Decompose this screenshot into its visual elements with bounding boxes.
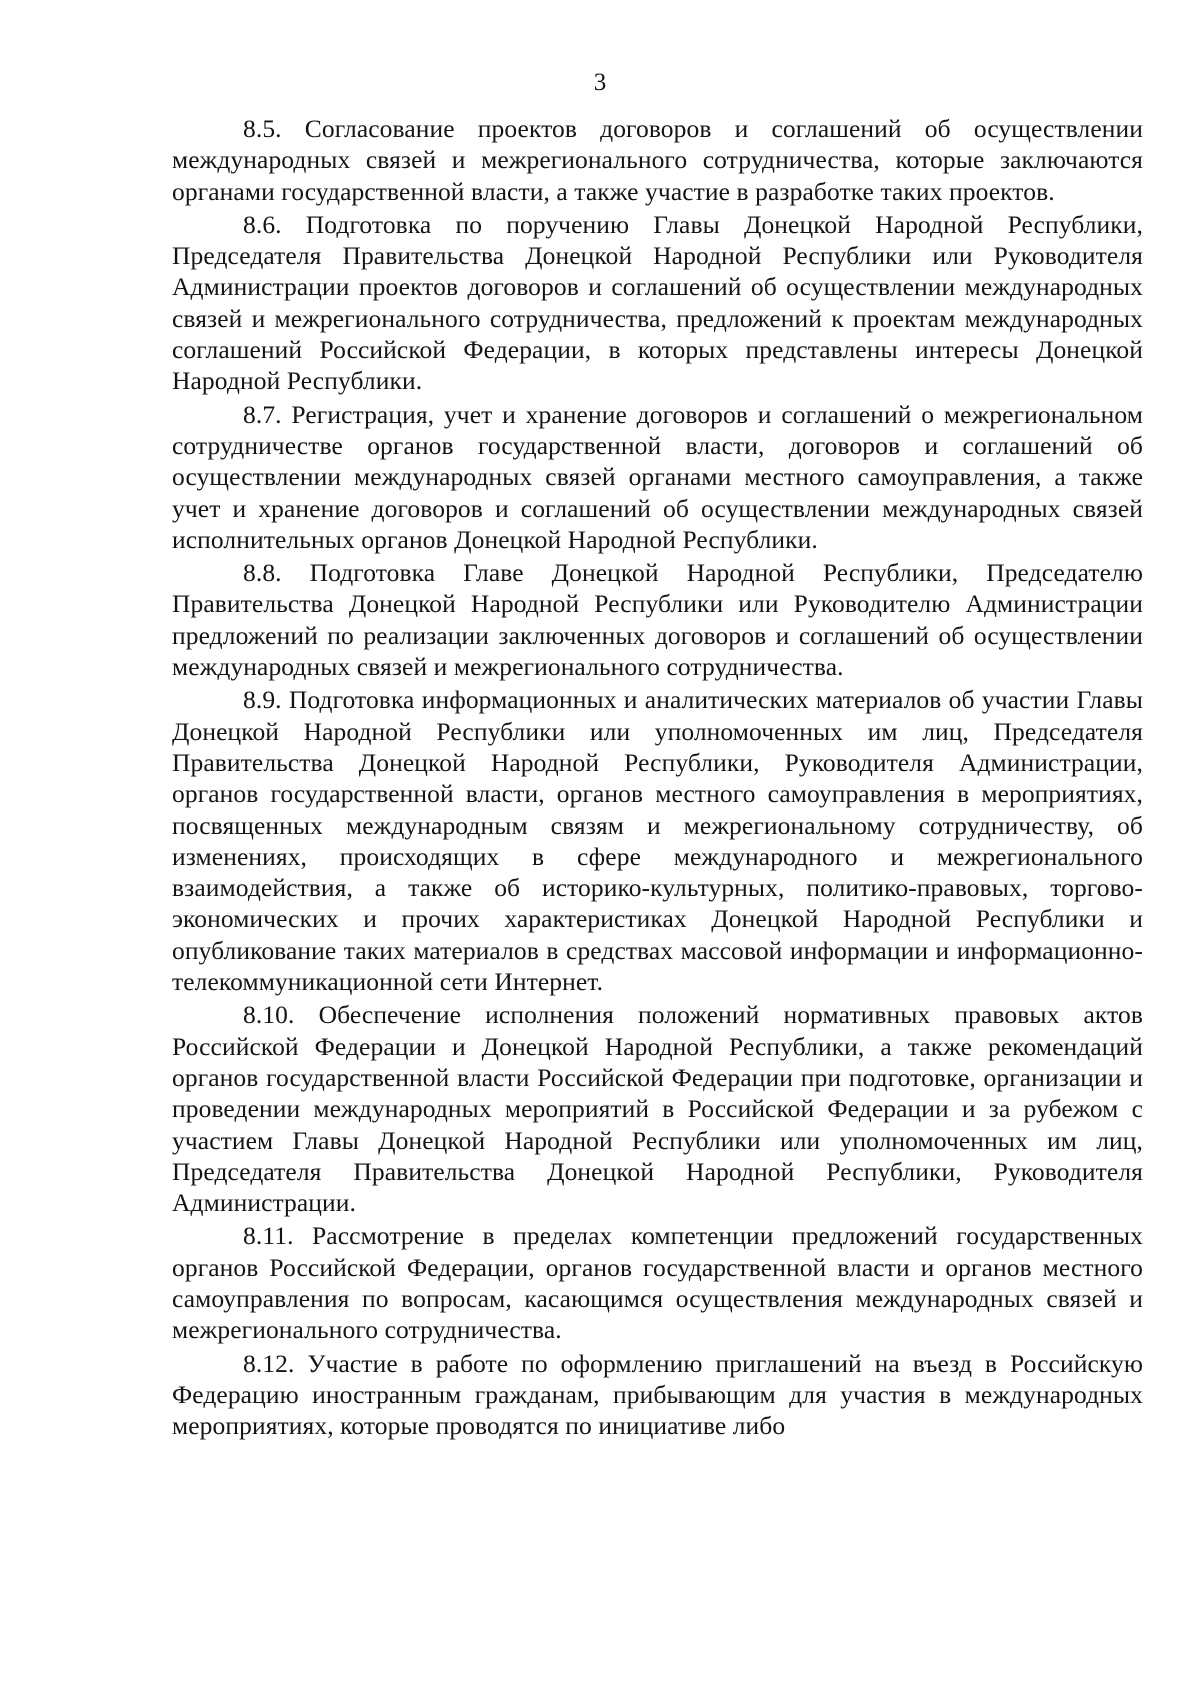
paragraph-8-12: 8.12. Участие в работе по оформлению приглашений на въезд в Российскую Федерацию иностранным гражданам, прибывающим для участия в международных мероприятиях, которые проводятся по инициативе либо	[172, 1348, 1143, 1441]
paragraph-8-7: 8.7. Регистрация, учет и хранение договоров и соглашений о межрегиональном сотрудничестве органов государственной власти, договоров и соглашений об осуществлении международных связей органами местного самоуправления, а также учет и хранение договоров и соглашений об осуществлении международных связей исполнительных органов Донецкой Народной Республики.	[172, 399, 1143, 554]
paragraph-8-6: 8.6. Подготовка по поручению Главы Донецкой Народной Республики, Председателя Правительства Донецкой Народной Республики или Руководителя Администрации проектов договоров и соглашений об осуществлении международных связей и межрегионального сотрудничества, предложений к проектам международных соглашений Российской Федерации, в которых представлены интересы Донецкой Народной Республики.	[172, 209, 1143, 396]
paragraph-8-9: 8.9. Подготовка информационных и аналитических материалов об участии Главы Донецкой Народной Республики или уполномоченных им лиц, Председателя Правительства Донецкой Народной Республики, Руководителя Администрации, органов государственной власти, органов местного самоуправления в мероприятиях, посвященных международным связям и межрегиональному сотрудничеству, об изменениях, происходящих в сфере международного и межрегионального взаимодействия, а также об историко-культурных, политико-правовых, торгово-экономических и прочих характеристиках Донецкой Народной Республики и опубликование таких материалов в средствах массовой информации и информационно-телекоммуникационной сети Интернет.	[172, 685, 1143, 997]
paragraph-8-8: 8.8. Подготовка Главе Донецкой Народной Республики, Председателю Правительства Донецкой Народной Республики или Руководителю Администрации предложений по реализации заключенных договоров и соглашений об осуществлении международных связей и межрегионального сотрудничества.	[172, 558, 1143, 682]
paragraph-8-11: 8.11. Рассмотрение в пределах компетенции предложений государственных органов Российской Федерации, органов государственной власти и органов местного самоуправления по вопросам, касающимся осуществления международных связей и межрегионального сотрудничества.	[172, 1221, 1143, 1345]
page-number: 3	[593, 69, 607, 96]
paragraph-8-5: 8.5. Согласование проектов договоров и соглашений об осуществлении международных связей и межрегионального сотрудничества, которые заключаются органами государственной власти, а также участие в разработке таких проектов.	[172, 114, 1143, 206]
document-body	[172, 113, 1143, 1441]
paragraph-8-10: 8.10. Обеспечение исполнения положений нормативных правовых актов Российской Федерации и Донецкой Народной Республики, а также рекомендаций органов государственной власти Российской Федерации при подготовке, организации и проведении международных мероприятий в Российской Федерации и за рубежом с участием Главы Донецкой Народной Республики или уполномоченных им лиц, Председателя Правительства Донецкой Народной Республики, Руководителя Администрации.	[172, 1000, 1143, 1218]
